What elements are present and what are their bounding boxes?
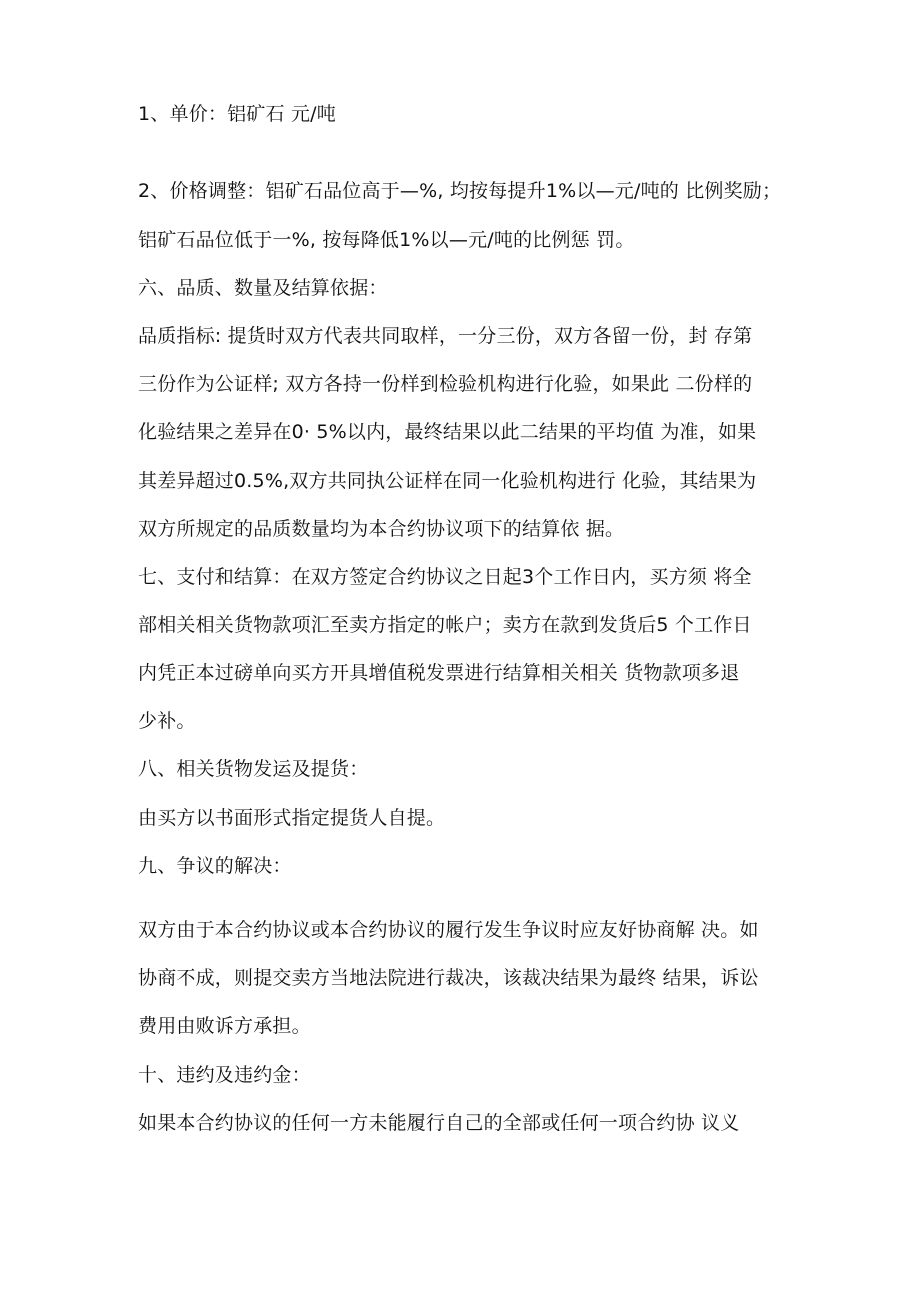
text-line: 2、价格调整：铝矿石品位高于—%, 均按每提升1%以—元/吨的 比例奖励； [138, 180, 782, 202]
text-line: 如果本合约协议的任何一方未能履行自己的全部或任何一项合约协 议义 [138, 1112, 740, 1134]
section-heading: 八、相关货物发运及提货： [138, 758, 369, 780]
text-line: 1、单价：铝矿石 元/吨 [138, 103, 336, 125]
section-heading: 六、品质、数量及结算依据： [138, 277, 388, 299]
text-line: 由买方以书面形式指定提货人自提。 [138, 807, 446, 829]
text-line: 费用由败诉方承担。 [138, 1015, 311, 1037]
text-line: 铝矿石品位低于一%, 按每降低1%以—元/吨的比例惩 罚。 [138, 229, 635, 251]
text-line: 七、支付和结算：在双方签定合约协议之日起3个工作日内，买方须 将全 [138, 566, 752, 588]
section-heading: 九、争议的解决： [138, 855, 292, 877]
text-line: 协商不成，则提交卖方当地法院进行裁决，该裁决结果为最终 结果，诉讼 [138, 967, 759, 989]
text-line: 化验结果之差异在0· 5%以内，最终结果以此二结果的平均值 为准，如果 [138, 421, 757, 443]
text-line: 部相关相关货物款项汇至卖方指定的帐户；卖方在款到发货后5 个工作日 [138, 614, 752, 636]
text-line: 双方所规定的品质数量均为本合约协议项下的结算依 据。 [138, 518, 625, 540]
text-line: 其差异超过0.5%,双方共同执公证样在同一化验机构进行 化验，其结果为 [138, 470, 757, 492]
text-line: 双方由于本合约协议或本合约协议的履行发生争议时应友好协商解 决。如 [138, 919, 759, 941]
text-line: 品质指标: 提货时双方代表共同取样，一分三份，双方各留一份，封 存第 [138, 325, 753, 347]
text-line: 三份作为公证样; 双方各持一份样到检验机构进行化验，如果此 二份样的 [138, 373, 753, 395]
section-heading: 十、违约及违约金： [138, 1064, 311, 1086]
text-line: 少补。 [138, 710, 196, 732]
text-line: 内凭正本过磅单向买方开具增值税发票进行结算相关相关 货物款项多退 [138, 662, 740, 684]
